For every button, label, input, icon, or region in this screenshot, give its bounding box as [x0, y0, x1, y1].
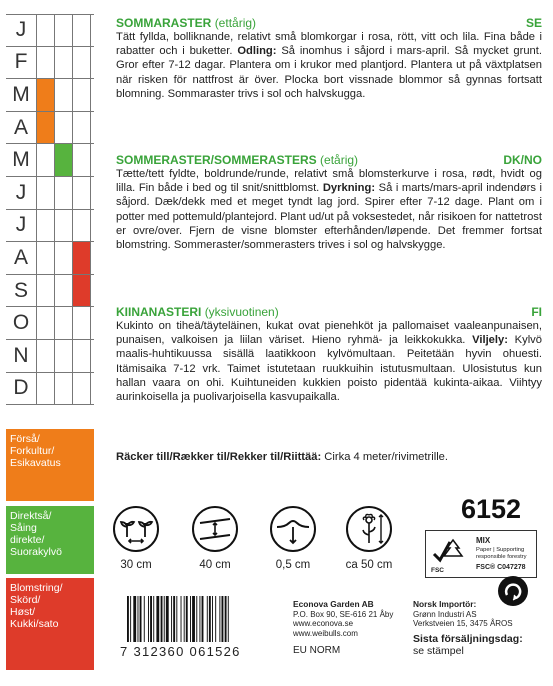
- barcode: [127, 596, 277, 642]
- fsc-word: FSC: [431, 567, 444, 574]
- row-spacing-value: 40 cm: [199, 559, 231, 571]
- calendar-cell: [72, 275, 90, 307]
- calendar-month-letter: M: [12, 82, 30, 106]
- eu-norm: EU NORM: [293, 645, 341, 656]
- fsc-description: Paper | Supporting responsible forestry: [476, 547, 527, 560]
- barcode-bar: [196, 596, 197, 642]
- barcode-bar: [127, 596, 129, 642]
- calendar-month-row: [6, 210, 94, 243]
- language-code: DK/NO: [503, 153, 542, 167]
- calendar-month-row: [6, 307, 94, 340]
- calendar-cell: [36, 177, 54, 209]
- calendar-cell: [36, 242, 54, 274]
- last-sale-date-title: Sista försäljningsdag:: [413, 633, 523, 645]
- calendar-cell: [54, 112, 72, 144]
- calendar-cell: [54, 373, 72, 405]
- calendar-grid-line: [90, 307, 94, 339]
- barcode-bar: [148, 596, 149, 642]
- calendar-cell: [72, 340, 90, 372]
- legend-bloom-line: Kukki/sato: [10, 618, 59, 630]
- barcode-bar: [215, 596, 216, 642]
- calendar-grid-line: [90, 275, 94, 307]
- calendar-cell: [72, 307, 90, 339]
- barcode-bar: [192, 596, 195, 642]
- section-title: SOMMARASTER (ettårig): [116, 16, 257, 30]
- sowing-calendar: [6, 14, 94, 405]
- calendar-month-letter: J: [15, 18, 27, 42]
- calendar-month-row: [6, 144, 94, 177]
- calendar-cell: [72, 373, 90, 405]
- section-danish-norwegian: [116, 153, 542, 252]
- importer-info: [413, 600, 543, 629]
- calendar-cell: [72, 210, 90, 242]
- barcode-bar: [130, 596, 131, 642]
- barcode-bar: [199, 596, 200, 642]
- legend-direct-line: direkte/: [10, 534, 45, 546]
- coverage-info: Räcker till/Rækker til/Rekker til/Riittää: Cirka 4 meter/rivimetrille.: [116, 451, 449, 463]
- calendar-month-letter: M: [12, 148, 30, 172]
- calendar-cell: [36, 79, 54, 111]
- barcode-bar: [209, 596, 211, 642]
- calendar-month-row: [6, 340, 94, 373]
- calendar-cell: [36, 373, 54, 405]
- row-spacing-icon: [191, 505, 239, 553]
- row-spacing: [182, 505, 248, 571]
- fsc-mix: MIX: [476, 536, 491, 545]
- company-name: Econova Garden AB: [293, 599, 374, 609]
- section-body: Tætte/tett fyldte, boldrunde/runde, relativt små blomsterkurve i rosa, rødt, hvidt og lilla. Fin både i bed og til snit/snittblomst. Dyrkning: Så i marts/mars-april indendørs i såjord. Dæk/dekk med et meget tyndt lag jord. Spirer efter 7-12 dage. Plant om i potter med pottemuld/plantejord. Plant ud/ut på voksestedet, når risikoen for nattetrost er ovre/over. Fjern de visne blomster efterhånden/løpende. Det fremmer fortsat blomstring. Sommeraster/sommerasters trives i sol og halvskygge.: [116, 168, 542, 252]
- barcode-bar: [153, 596, 154, 642]
- legend-flowering: [6, 578, 94, 670]
- calendar-month-letter: S: [13, 278, 28, 302]
- importer-title: Norsk Importör:: [413, 599, 477, 609]
- calendar-month-row: [6, 373, 94, 406]
- legend-direct-line: Direktså/: [10, 510, 52, 522]
- calendar-month-letter: J: [15, 213, 27, 237]
- calendar-cell: [72, 112, 90, 144]
- calendar-cell: [72, 47, 90, 79]
- legend-direct-line: Suorakylvö: [10, 546, 62, 558]
- importer-address: Verkstveien 15, 3475 ÅROS: [413, 619, 513, 628]
- last-sale-date-value: se stämpel: [413, 645, 464, 657]
- calendar-cell: [54, 144, 72, 176]
- barcode-bar: [156, 596, 159, 642]
- calendar-month-row: [6, 177, 94, 210]
- calendar-month-row: [6, 242, 94, 275]
- section-body: Kukinto on tiheä/täyteläinen, kukat ovat pienehköt ja pallomaiset vaaleanpunaisen, punaisen, valkoisen ja liilan väriset. Hieno ryhmä- ja leikkokukka. Viljely: Kylvö maalis-huhtikuussa sisällä laatikkoon kylvömultaan. Peitetään hyvin ohuesti. Itämisaika 7-12 vrk. Taimet istutetaan ruukkuihin istutusmultaan. Ulosistutus kun hallan vaara on ohi. Kuihtuneiden kukkien poisto pidentää kukinta-aikaa. Viihtyy aurinkoisella ja puolivarjoisella kasvupaikalla.: [116, 320, 543, 404]
- barcode-bar: [207, 596, 208, 642]
- calendar-month-letter: F: [14, 50, 28, 74]
- calendar-grid-line: [90, 15, 94, 46]
- calendar-cell: [72, 144, 90, 176]
- calendar-grid-line: [90, 47, 94, 79]
- calendar-cell: [54, 79, 72, 111]
- barcode-bar: [190, 596, 191, 642]
- calendar-grid-line: [90, 177, 94, 209]
- barcode-bar: [222, 596, 224, 642]
- importer-name: Grønn Industri AS: [413, 609, 477, 619]
- last-sale-date: [413, 633, 523, 657]
- legend-sowing-indoors: [6, 429, 94, 501]
- legend-bloom-line: Høst/: [10, 606, 36, 618]
- calendar-cell: [36, 144, 54, 176]
- calendar-grid-line: [90, 242, 94, 274]
- plant-height: [336, 505, 402, 571]
- calendar-cell: [54, 242, 72, 274]
- calendar-cell: [72, 242, 90, 274]
- calendar-cell: [36, 340, 54, 372]
- calendar-cell: [54, 15, 72, 46]
- barcode-number: 7 312360 061526: [120, 644, 241, 659]
- calendar-grid-line: [90, 210, 94, 242]
- barcode-bar: [150, 596, 152, 642]
- calendar-cell: [54, 275, 72, 307]
- calendar-month-letter: A: [13, 115, 28, 139]
- calendar-grid-line: [90, 373, 94, 405]
- calendar-month-letter: A: [13, 245, 28, 269]
- calendar-cell: [36, 275, 54, 307]
- barcode-bar: [186, 596, 188, 642]
- section-body: Tätt fyllda, bolliknande, relativt små blomkorgar i rosa, rött, vitt och lila. Fina både i rabatter och i buketter. Odling: Så inomhus i såjord i mars-april. Så mycket grunt. Gror efter 7-12 dagar. Plantera om i krukor med plantjord. Plantera ut på växtplatsen när risken för nattfrost är över. Plocka bort vissnade blommor så gynnas fortsatt blomning. Sommaraster trivs i sol och halvskugga.: [116, 31, 542, 100]
- company-info: [293, 600, 413, 638]
- sowing-depth-icon: [269, 505, 317, 553]
- barcode-bar: [176, 596, 177, 642]
- barcode-bar: [138, 596, 139, 642]
- calendar-month-row: [6, 47, 94, 80]
- calendar-cell: [36, 307, 54, 339]
- calendar-cell: [36, 15, 54, 46]
- section-finnish: [116, 305, 542, 404]
- calendar-month-row: [6, 14, 94, 47]
- fsc-tree-check-icon: [431, 536, 469, 566]
- barcode-bar: [184, 596, 185, 642]
- legend-sow-line: Förså/: [10, 433, 40, 445]
- plant-spacing: [103, 505, 169, 571]
- barcode-bar: [164, 596, 165, 642]
- company-website: www.weibulls.com: [293, 628, 358, 638]
- barcode-bar: [173, 596, 175, 642]
- calendar-grid-line: [90, 112, 94, 144]
- barcode-bar: [181, 596, 182, 642]
- fsc-label: [425, 530, 537, 578]
- fsc-code: FSC® C047278: [476, 564, 526, 571]
- plant-height-value: ca 50 cm: [345, 559, 393, 571]
- calendar-month-row: [6, 79, 94, 112]
- legend-sow-line: Esikavatus: [10, 457, 61, 469]
- language-code: SE: [525, 16, 542, 30]
- plant-spacing-icon: [112, 505, 160, 553]
- legend-direct-line: Såing: [10, 522, 37, 534]
- calendar-cell: [54, 210, 72, 242]
- barcode-bar: [171, 596, 172, 642]
- calendar-month-letter: O: [12, 311, 30, 335]
- company-website: www.econova.se: [293, 619, 354, 628]
- calendar-cell: [72, 177, 90, 209]
- barcode-bar: [144, 596, 145, 642]
- sowing-depth-value: 0,5 cm: [275, 559, 311, 571]
- calendar-month-row: [6, 275, 94, 308]
- legend-bloom-line: Skörd/: [10, 594, 41, 606]
- calendar-grid-line: [90, 144, 94, 176]
- flower-height-icon: [345, 505, 393, 553]
- calendar-cell: [54, 177, 72, 209]
- company-address: P.O. Box 90, SE-616 21 Åby: [293, 609, 394, 619]
- calendar-month-letter: N: [13, 343, 29, 367]
- calendar-cell: [54, 47, 72, 79]
- calendar-cell: [72, 79, 90, 111]
- legend-sow-line: Forkultur/: [10, 445, 55, 457]
- calendar-cell: [36, 47, 54, 79]
- calendar-cell: [72, 15, 90, 46]
- barcode-bar: [133, 596, 136, 642]
- product-number: 6152: [461, 494, 522, 524]
- calendar-grid-line: [90, 340, 94, 372]
- barcode-bar: [161, 596, 163, 642]
- legend-bloom-line: Blomstring/: [10, 582, 63, 594]
- calendar-cell: [54, 307, 72, 339]
- calendar-cell: [54, 340, 72, 372]
- barcode-bar: [228, 596, 229, 642]
- sowing-depth: [260, 505, 326, 571]
- calendar-cell: [36, 112, 54, 144]
- barcode-bar: [212, 596, 213, 642]
- barcode-bar: [225, 596, 227, 642]
- section-title: SOMMERASTER/SOMMERASTERS (etårig): [116, 153, 359, 167]
- barcode-bar: [219, 596, 220, 642]
- calendar-month-letter: D: [13, 376, 29, 400]
- calendar-month-letter: J: [15, 180, 27, 204]
- plant-spacing-value: 30 cm: [120, 559, 152, 571]
- barcode-bar: [202, 596, 204, 642]
- barcode-bar: [166, 596, 169, 642]
- calendar-cell: [36, 210, 54, 242]
- legend-direct-sowing: [6, 506, 94, 574]
- section-title: KIINANASTERI (yksivuotinen): [116, 305, 279, 319]
- language-code: FI: [531, 305, 542, 319]
- calendar-month-row: [6, 112, 94, 145]
- section-swedish: [116, 16, 542, 101]
- barcode-bar: [140, 596, 142, 642]
- calendar-grid-line: [90, 79, 94, 111]
